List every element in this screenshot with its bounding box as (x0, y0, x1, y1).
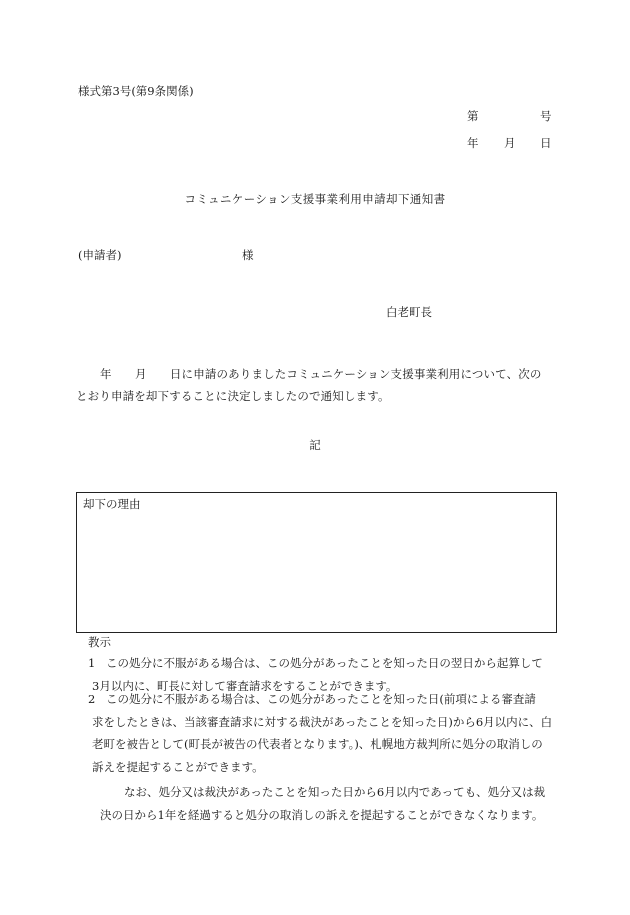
ki-marker: 記 (309, 438, 321, 452)
reason-box (76, 492, 557, 633)
document-title: コミュニケーション支援事業利用申請却下通知書 (184, 192, 446, 206)
number-suffix: 号 (540, 109, 552, 123)
notice-item-text-continued: 3月以内に、町長に対して審査請求をすることができます。 (92, 678, 398, 693)
notice-item-text: この処分に不服がある場合は、この処分があったことを知った日の翌日から起算して (106, 656, 543, 670)
notice-heading: 教示 (88, 635, 111, 649)
sender-name: 白老町長 (386, 305, 432, 319)
reason-label: 却下の理由 (83, 497, 141, 511)
notice-item (76, 688, 554, 778)
number-prefix: 第 (467, 109, 479, 123)
applicant-line (78, 248, 254, 262)
form-number: 様式第3号(第9条関係) (78, 84, 194, 98)
applicant-honorific: 様 (242, 248, 254, 262)
notice-item-text: この処分に不服がある場合は、この処分があったことを知った日(前項による審査請 (106, 692, 536, 706)
document-number-line (467, 109, 552, 123)
notice-item-text-continued: 求をしたときは、当該審査請求に対する裁決があったことを知った日)から6月以内に、白老町を被告として(町長が被告の代表者となります。)、札幌地方裁判所に処分の取消しの訴えを提起することができます。 (92, 714, 553, 774)
notice-item-number: 2 (88, 692, 96, 706)
body-text: 年 月 日に申請のありましたコミュニケーション支援事業利用について、次のとおり申請を却下することに決定しましたので通知します。 (76, 367, 542, 403)
date-month: 月 (504, 136, 516, 150)
notice-supplement: なお、処分又は裁決があったことを知った日から6月以内であっても、処分又は裁決の日から1年を経過すると処分の取消しの訴えを提起することができなくなります。 (100, 785, 546, 822)
date-year: 年 (467, 136, 479, 150)
date-day: 日 (540, 136, 552, 150)
notice-item-number: 1 (88, 656, 96, 670)
applicant-label: (申請者) (78, 248, 122, 262)
